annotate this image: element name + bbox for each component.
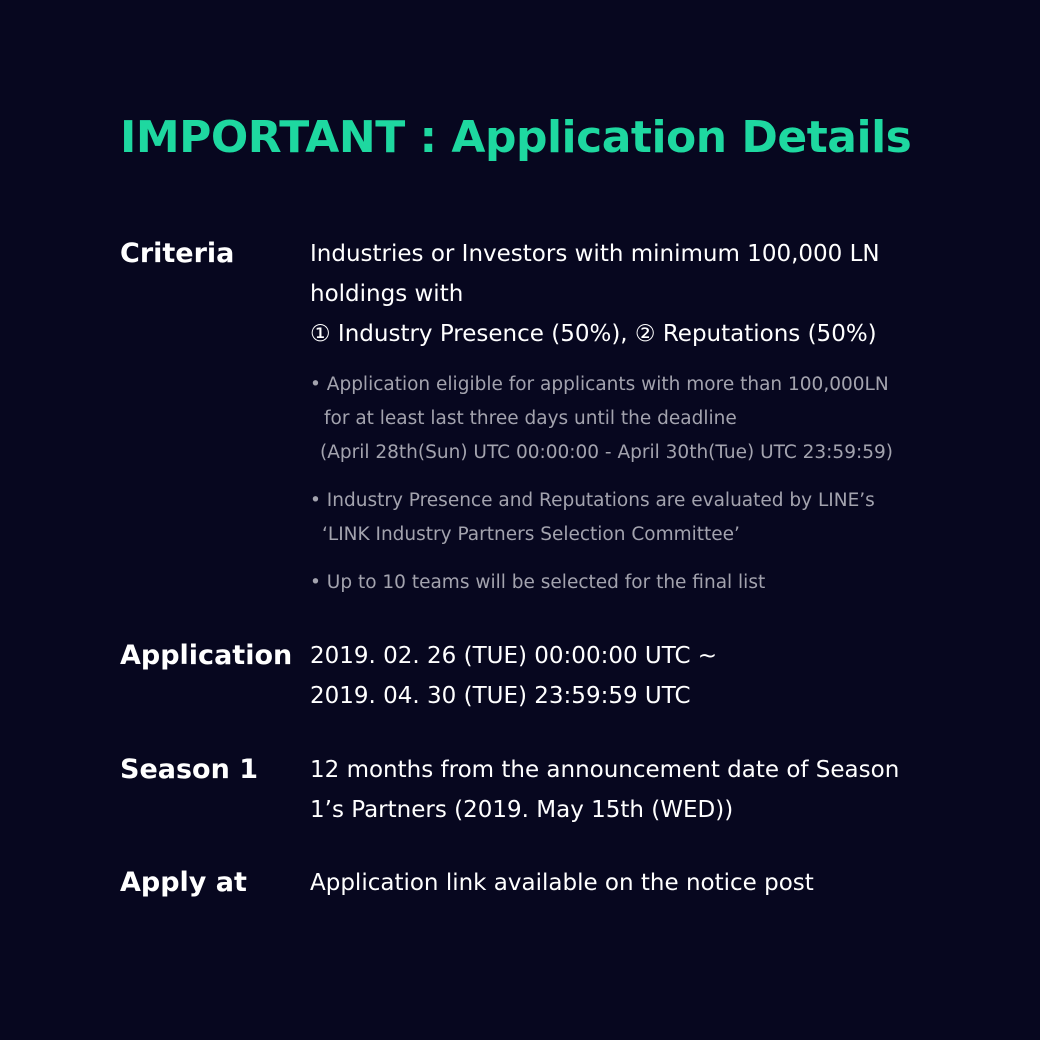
application-line: 2019. 04. 30 (TUE) 23:59:59 UTC bbox=[310, 683, 691, 709]
criteria-note-eligibility bbox=[310, 368, 940, 470]
page-title: IMPORTANT : Application Details bbox=[120, 112, 912, 163]
season-line: 12 months from the announcement date of Season bbox=[310, 757, 900, 783]
note-line: • Industry Presence and Reputations are evaluated by LINE’s bbox=[310, 490, 875, 511]
criteria-label: Criteria bbox=[120, 238, 235, 269]
note-line: • Up to 10 teams will be selected for the final list bbox=[310, 572, 766, 593]
note-line: for at least last three days until the deadline bbox=[324, 408, 737, 429]
apply-at-line: Application link available on the notice post bbox=[310, 870, 814, 896]
application-line: 2019. 02. 26 (TUE) 00:00:00 UTC ~ bbox=[310, 643, 718, 669]
apply-at-label: Apply at bbox=[120, 867, 247, 898]
note-line: (April 28th(Sun) UTC 00:00:00 - April 30th(Tue) UTC 23:59:59) bbox=[320, 442, 893, 463]
note-line: ‘LINK Industry Partners Selection Committee’ bbox=[322, 524, 740, 545]
criteria-note-teams bbox=[310, 566, 940, 600]
criteria-line: holdings with bbox=[310, 281, 464, 307]
criteria-note-evaluation bbox=[310, 484, 940, 552]
application-label: Application bbox=[120, 640, 293, 671]
note-line: • Application eligible for applicants with more than 100,000LN bbox=[310, 374, 889, 395]
apply-at-content bbox=[310, 863, 940, 903]
season-label: Season 1 bbox=[120, 754, 259, 785]
criteria-line: ① Industry Presence (50%), ② Reputations (50%) bbox=[310, 321, 877, 347]
criteria-content bbox=[310, 234, 940, 600]
season-line: 1’s Partners (2019. May 15th (WED)) bbox=[310, 797, 734, 823]
season-content bbox=[310, 750, 940, 830]
application-content bbox=[310, 636, 940, 716]
criteria-line: Industries or Investors with minimum 100,000 LN bbox=[310, 241, 880, 267]
